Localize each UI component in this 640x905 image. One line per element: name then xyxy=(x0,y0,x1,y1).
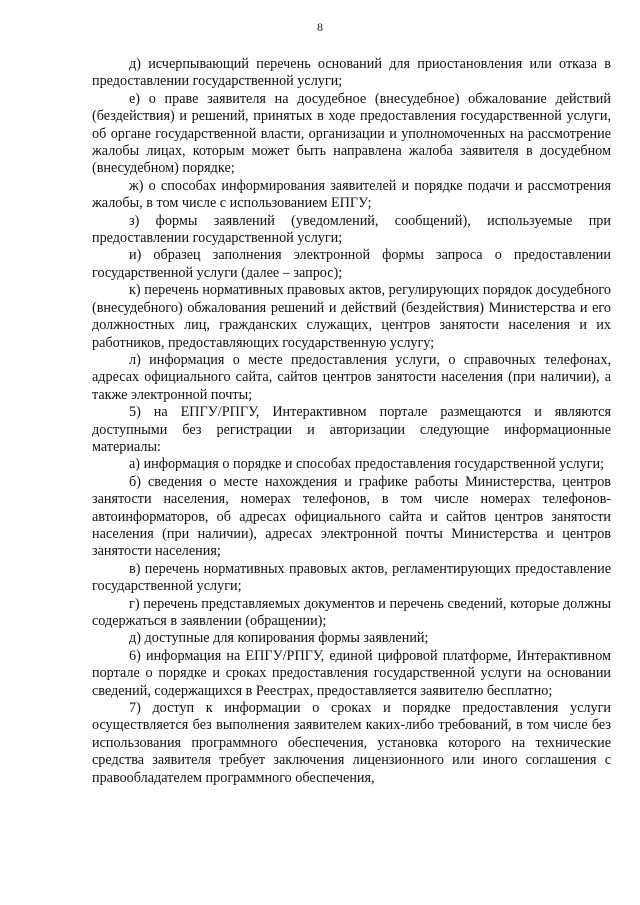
paragraph-i-sample-request: и) образец заполнения электронной формы запроса о предоставлении государственной услуги (далее – запрос); xyxy=(92,247,611,281)
paragraph-6-free-information: 6) информация на ЕПГУ/РПГУ, единой цифровой платформе, Интерактивном портале о порядке и сроках предоставления государственной услуги на основании сведений, содержащихся в Реестрах, предоставляется заявителю бесплатно; xyxy=(92,647,611,699)
paragraph-l-service-location: л) информация о месте предоставления услуги, о справочных телефонах, адресах официального сайта, сайтов центров занятости населения (при наличии), а также электронной почты; xyxy=(92,351,611,403)
paragraph-a-procedure-info: а) информация о порядке и способах предоставления государственной услуги; xyxy=(129,456,605,473)
paragraph-g-documents-list: г) перечень представляемых документов и перечень сведений, которые должны содержаться в заявлении (обращении); xyxy=(92,595,611,629)
paragraph-d-copyable-forms: д) доступные для копирования формы заявлений; xyxy=(129,630,429,647)
paragraph-k-legal-acts: к) перечень нормативных правовых актов, регулирующих порядок досудебного (внесудебного) обжалования решений и действий (бездействия) Министерства и его должностных лиц, гражданских служащих, центров занятости населения и их работников, предоставляющих государственную услугу; xyxy=(92,282,611,351)
page-number: 8 xyxy=(317,20,323,34)
paragraph-d-grounds-refusal: д) исчерпывающий перечень оснований для приостановления или отказа в предоставлении государственной услуги; xyxy=(92,56,611,90)
document-body xyxy=(92,56,611,787)
paragraph-e-right-appeal: е) о праве заявителя на досудебное (внесудебное) обжалование действий (бездействия) и решений, принятых в ходе предоставления государственной услуги, об органе государственной власти, организации и уполномоченных на рассмотрение жалобы лицах, которым может быть направлена жалоба заявителя в досудебном (внесудебном) порядке; xyxy=(92,90,611,177)
paragraph-v-regulatory-acts: в) перечень нормативных правовых актов, регламентирующих предоставление государственной услуги; xyxy=(92,560,611,595)
paragraph-b-location-schedule: б) сведения о месте нахождения и графике работы Министерства, центров занятости населения, номерах телефонов, в том числе номерах телефонов-автоинформаторов, об адресах официального сайта и сайтов центров занятости населения (при наличии), адресах электронной почты Министерства и центров занятости населения; xyxy=(92,473,611,560)
paragraph-zh-informing-methods: ж) о способах информирования заявителей и порядке подачи и рассмотрения жалобы, в том числе с использованием ЕПГУ; xyxy=(92,177,611,212)
paragraph-z-application-forms: з) формы заявлений (уведомлений, сообщений), используемые при предоставлении государственной услуги; xyxy=(92,212,611,247)
paragraph-7-access-information: 7) доступ к информации о сроках и порядке предоставления услуги осуществляется без выполнения заявителем каких-либо требований, в том числе без использования программного обеспечения, установка которого на технические средства заявителя требует заключения лицензионного или иного соглашения с правообладателем программного обеспечения, xyxy=(92,700,611,786)
paragraph-5-portal-materials: 5) на ЕПГУ/РПГУ, Интерактивном портале размещаются и являются доступными без регистрации и авторизации следующие информационные материалы: xyxy=(92,404,611,455)
